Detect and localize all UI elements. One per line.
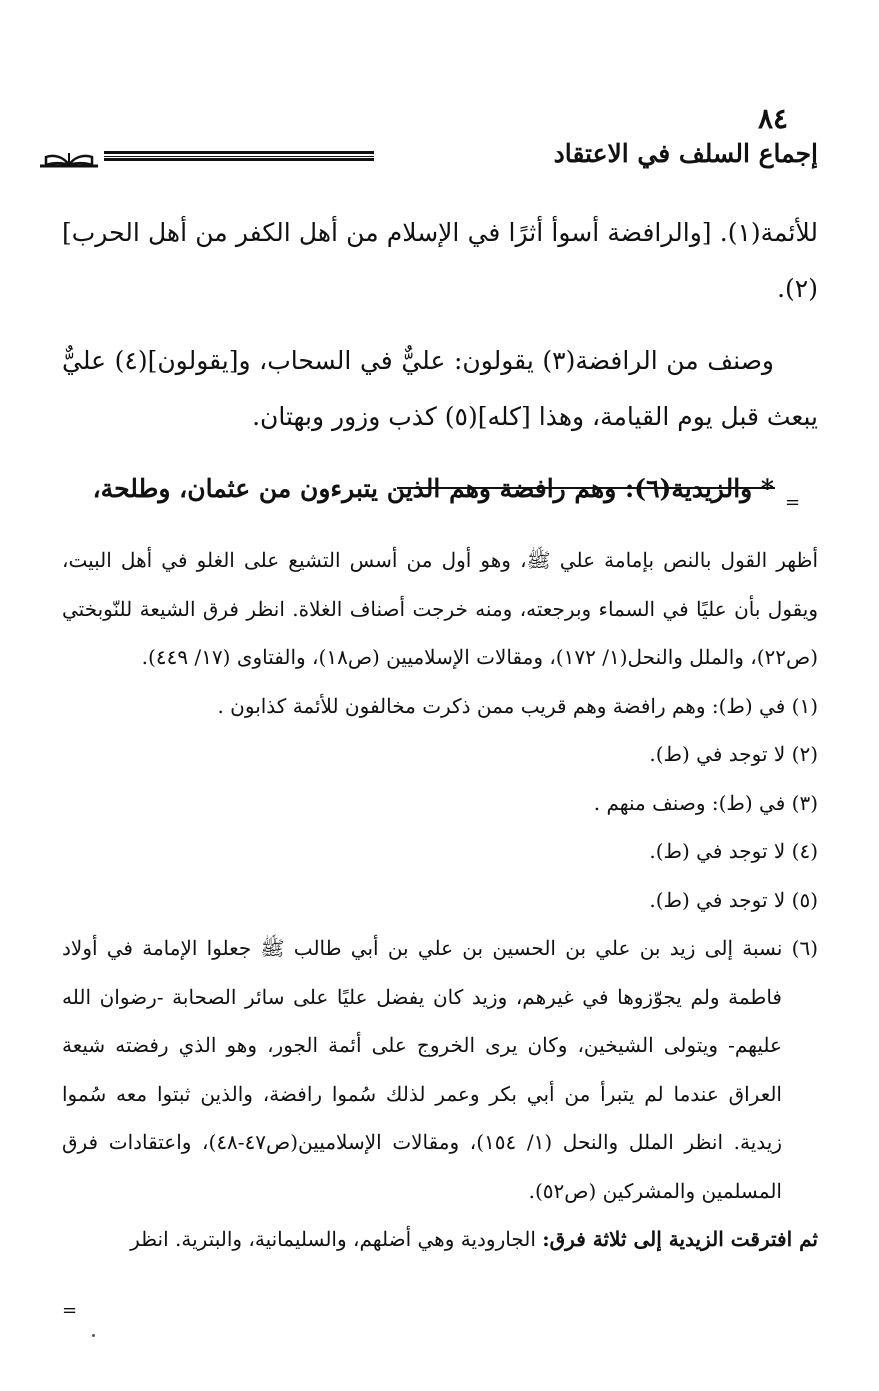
main-paragraph: * والزيدية(٦): وهم رافضة وهم الذين يتبرءون من عثمان، وطلحة،	[92, 474, 774, 503]
page-header	[38, 139, 818, 173]
footnotes	[62, 536, 818, 1264]
running-title: إجماع السلف في الاعتقاد	[553, 139, 818, 168]
continuation-mark: =	[62, 1300, 78, 1321]
main-paragraph: للأئمة(١). [والرافضة أسوأ أثرًا في الإسلام من أهل الكفر من أهل الحرب](٢).	[62, 218, 818, 303]
footnote-item: (٤) لا توجد في (ط).	[649, 839, 818, 863]
footnote-bold-lead: ثم افترقت الزيدية إلى ثلاثة فرق:	[542, 1227, 818, 1251]
footnote-item: (٣) في (ط): وصنف منهم .	[593, 790, 818, 815]
footnote-continuation: أظهر القول بالنص بإمامة علي ﷺ، وهو أول من أسس التشيع على الغلو في أهل البيت، ويقول بأن عليًا في السماء وبرجعته، ومنه خرجت أصناف الغلاة. انظر فرق الشيعة للنّوبختي (ص٢٢)، والملل والنحل(١/ ١٧٢)، ومقالات الإسلاميين (ص١٨)، والفتاوى (١٧/ ٤٤٩).	[62, 548, 819, 669]
open-book-icon	[38, 145, 100, 169]
footnote-item: (١) في (ط): وهم رافضة وهم قريب ممن ذكرت مخالفون للأئمة كذابون .	[217, 693, 818, 718]
scan-speck	[92, 1334, 95, 1337]
footnote-item: (٥) لا توجد في (ط).	[649, 887, 818, 912]
main-text	[62, 205, 818, 517]
footnote-line-text: الجارودية وهي أضلهم، والسليمانية، والبترية. انظر	[130, 1227, 543, 1251]
footnote-separator	[397, 487, 775, 489]
page-number: ٨٤	[758, 102, 789, 135]
footnote-item: (٢) لا توجد في (ط).	[649, 742, 818, 766]
continuation-mark: =	[785, 492, 801, 513]
main-paragraph: وصنف من الرافضة(٣) يقولون: عليٌّ في السحاب، و[يقولون](٤) عليٌّ يبعث قبل يوم القيامة، وهذا [كله](٥) كذب وزور وبهتان.	[62, 346, 818, 431]
footnote-item: (٦) نسبة إلى زيد بن علي بن الحسين بن علي بن أبي طالب ﷺ جعلوا الإمامة في أولاد فاطمة ولم يجوّزوها في غيرهم، وزيد كان يفضل عليًا على سائر الصحابة -رضوان الله عليهم- ويتولى الشيخين، وكان يرى الخروج على أئمة الجور، وهو الذي رفضته شيعة العراق عندما لم يتبرأ من أبي بكر وعمر لذلك سُموا رافضة، والذين ثبتوا معه سُموا زيدية. انظر الملل والنحل (١/ ١٥٤)، ومقالات الإسلاميين(ص٤٧-٤٨)، واعتقادات فرق المسلمين والمشركين (ص٥٢).	[62, 936, 818, 1203]
footnote-last-line	[62, 1215, 818, 1264]
header-rule	[104, 151, 374, 161]
